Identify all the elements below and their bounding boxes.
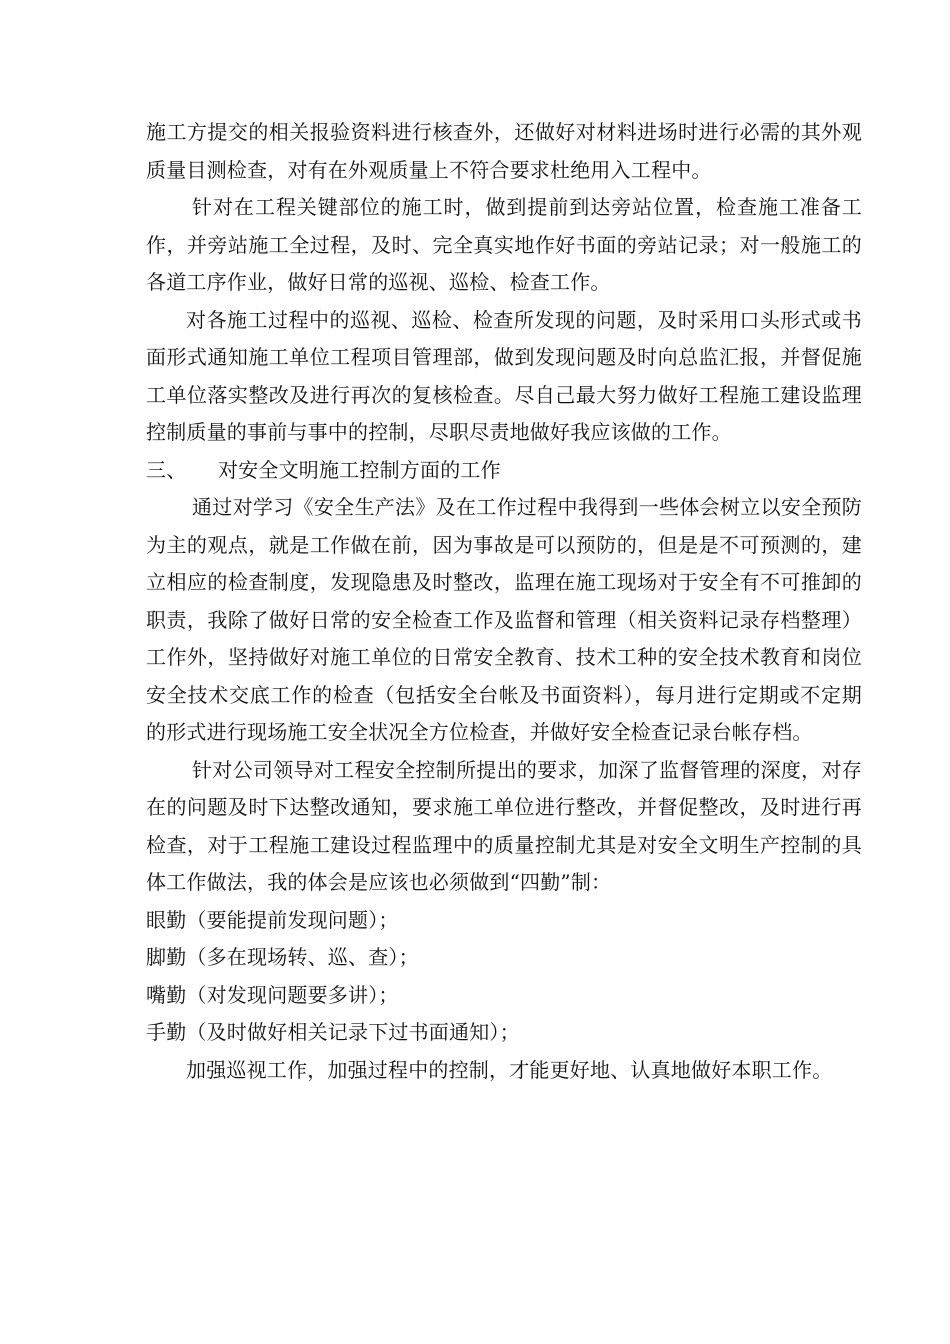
- document-body: [146, 114, 862, 1089]
- list-item: 脚勤（多在现场转、巡、查）；: [146, 945, 419, 969]
- paragraph-four-diligences-intro: 针对公司领导对工程安全控制所提出的要求，加深了监督管理的深度，对存在的问题及时下达整改通知，要求施工单位进行整改，并督促整改，及时进行再检查，对于工程施工建设过程监理中的质量控制尤其是对安全文明生产控制的具体工作做法，我的体会是应该也必须做到“四勤”制：: [146, 757, 862, 894]
- paragraph-material-inspection: 施工方提交的相关报验资料进行核查外，还做好对材料进场时进行必需的其外观质量目测检查，对有在外观质量上不符合要求杜绝用入工程中。: [146, 120, 862, 182]
- section-title: 对安全文明施工控制方面的工作: [218, 457, 501, 482]
- list-item: 手勤（及时做好相关记录下过书面通知）；: [146, 1020, 520, 1044]
- paragraph-safety-law: 通过对学习《安全生产法》及在工作过程中我得到一些体会树立以安全预防为主的观点，就是工作做在前，因为事故是可以预防的，但是是不可预测的，建立相应的检查制度，发现隐患及时整改，监理在施工现场对于安全有不可推卸的职责，我除了做好日常的安全检查工作及监督和管理（相关资料记录存档整理）工作外，坚持做好对施工单位的日常安全教育、技术工种的安全技术教育和岗位安全技术交底工作的检查（包括安全台帐及书面资料），每月进行定期或不定期的形式进行现场施工安全状况全方位检查，并做好安全检查记录台帐存档。: [146, 495, 862, 744]
- section-number: 三、: [146, 457, 187, 482]
- list-item: 嘴勤（对发现问题要多讲）；: [146, 982, 399, 1007]
- list-item: 眼勤（要能提前发现问题）；: [146, 907, 399, 932]
- paragraph-side-station: 针对在工程关键部位的施工时，做到提前到达旁站位置，检查施工准备工作，并旁站施工全过程，及时、完全真实地作好书面的旁站记录；对一般施工的各道工序作业，做好日常的巡视、巡检、检查工作。: [146, 195, 862, 294]
- paragraph-problem-reporting: 对各施工过程中的巡视、巡检、检查所发现的问题，及时采用口头形式或书面形式通知施工单位工程项目管理部，做到发现问题及时向总监汇报，并督促施工单位落实整改及进行再次的复核检查。尽自己最大努力做好工程施工建设监理控制质量的事前与事中的控制，尽职尽责地做好我应该做的工作。: [146, 307, 862, 444]
- section-heading: [146, 452, 862, 490]
- four-diligences-list: [146, 902, 862, 1052]
- paragraph-closing: 加强巡视工作，加强过程中的控制，才能更好地、认真地做好本职工作。: [186, 1057, 833, 1082]
